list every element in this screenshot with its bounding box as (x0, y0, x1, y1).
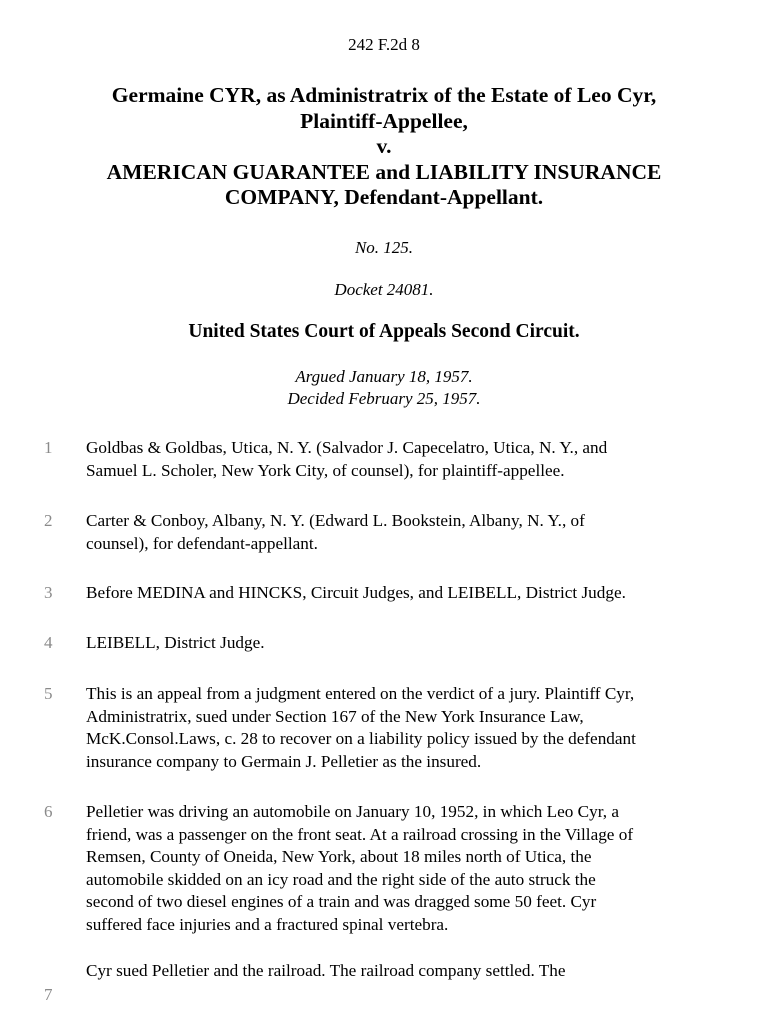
paragraph-number: 7 (44, 985, 53, 1004)
paragraph-line: Administratrix, sued under Section 167 of the New York Insurance Law, (86, 706, 584, 726)
paragraph-number: 1 (44, 438, 53, 457)
paragraph-line: Pelletier was driving an automobile on January 10, 1952, in which Leo Cyr, a (86, 802, 619, 821)
paragraph-line: second of two diesel engines of a train and was dragged some 50 feet. Cyr (86, 892, 597, 912)
caption-plaintiff-role: Plaintiff-Appellee, (300, 108, 468, 133)
paragraph-number: 4 (44, 633, 53, 652)
decided-date: Decided February 25, 1957. (287, 389, 481, 408)
paragraph-line: LEIBELL, District Judge. (86, 633, 265, 652)
paragraph-body (86, 683, 746, 773)
paragraph-line: friend, was a passenger on the front seat. At a railroad crossing in the Village of (86, 824, 634, 844)
docket-number: Docket 24081. (334, 280, 434, 299)
argued-date: Argued January 18, 1957. (295, 367, 473, 386)
paragraph-number: 6 (44, 802, 53, 821)
caption-defendant: AMERICAN GUARANTEE and LIABILITY INSURANCE (106, 159, 662, 184)
paragraph-line: counsel), for defendant-appellant. (86, 533, 318, 553)
paragraph-line: Cyr sued Pelletier and the railroad. The railroad company settled. The (86, 961, 566, 980)
caption-defendant-role: COMPANY, Defendant-Appellant. (224, 185, 544, 209)
paragraph-judges (86, 582, 746, 605)
paragraph-line: insurance company to Germain J. Pelletier as the insured. (86, 751, 482, 771)
paragraph-line: McK.Consol.Laws, c. 28 to recover on a liability policy issued by the defendant (86, 729, 636, 749)
paragraph-number: 3 (44, 583, 53, 602)
paragraph-number: 5 (44, 684, 53, 703)
caption-plaintiff: Germaine CYR, as Administratrix of the Estate of Leo Cyr, (111, 83, 657, 107)
caption-versus: v. (376, 134, 392, 158)
court-name: United States Court of Appeals Second Circuit. (188, 321, 580, 342)
paragraph-line: Before MEDINA and HINCKS, Circuit Judges, and LEIBELL, District Judge. (86, 583, 626, 602)
paragraph-line: Carter & Conboy, Albany, N. Y. (Edward L. Bookstein, Albany, N. Y., of (86, 511, 585, 530)
paragraph-line: automobile skidded on an icy road and the right side of the auto struck the (86, 869, 596, 889)
paragraph-line: Goldbas & Goldbas, Utica, N. Y. (Salvador J. Capecelatro, Utica, N. Y., and (86, 438, 608, 457)
case-citation: 242 F.2d 8 (348, 35, 420, 54)
case-number: No. 125. (354, 238, 414, 257)
case-caption (40, 83, 728, 211)
paragraph-body (86, 801, 746, 937)
paragraph-number: 2 (44, 511, 53, 530)
paragraph-body (86, 960, 746, 983)
paragraph-author (86, 632, 746, 655)
paragraph-line: Samuel L. Scholer, New York City, of counsel), for plaintiff-appellee. (86, 460, 565, 480)
paragraph-counsel-appellee (86, 437, 746, 482)
paragraph-line: Remsen, County of Oneida, New York, about 18 miles north of Utica, the (86, 847, 592, 867)
paragraph-line: suffered face injuries and a fractured spinal vertebra. (86, 914, 449, 934)
paragraph-counsel-appellant (86, 510, 746, 555)
paragraph-line: This is an appeal from a judgment entered on the verdict of a jury. Plaintiff Cyr, (86, 684, 635, 703)
